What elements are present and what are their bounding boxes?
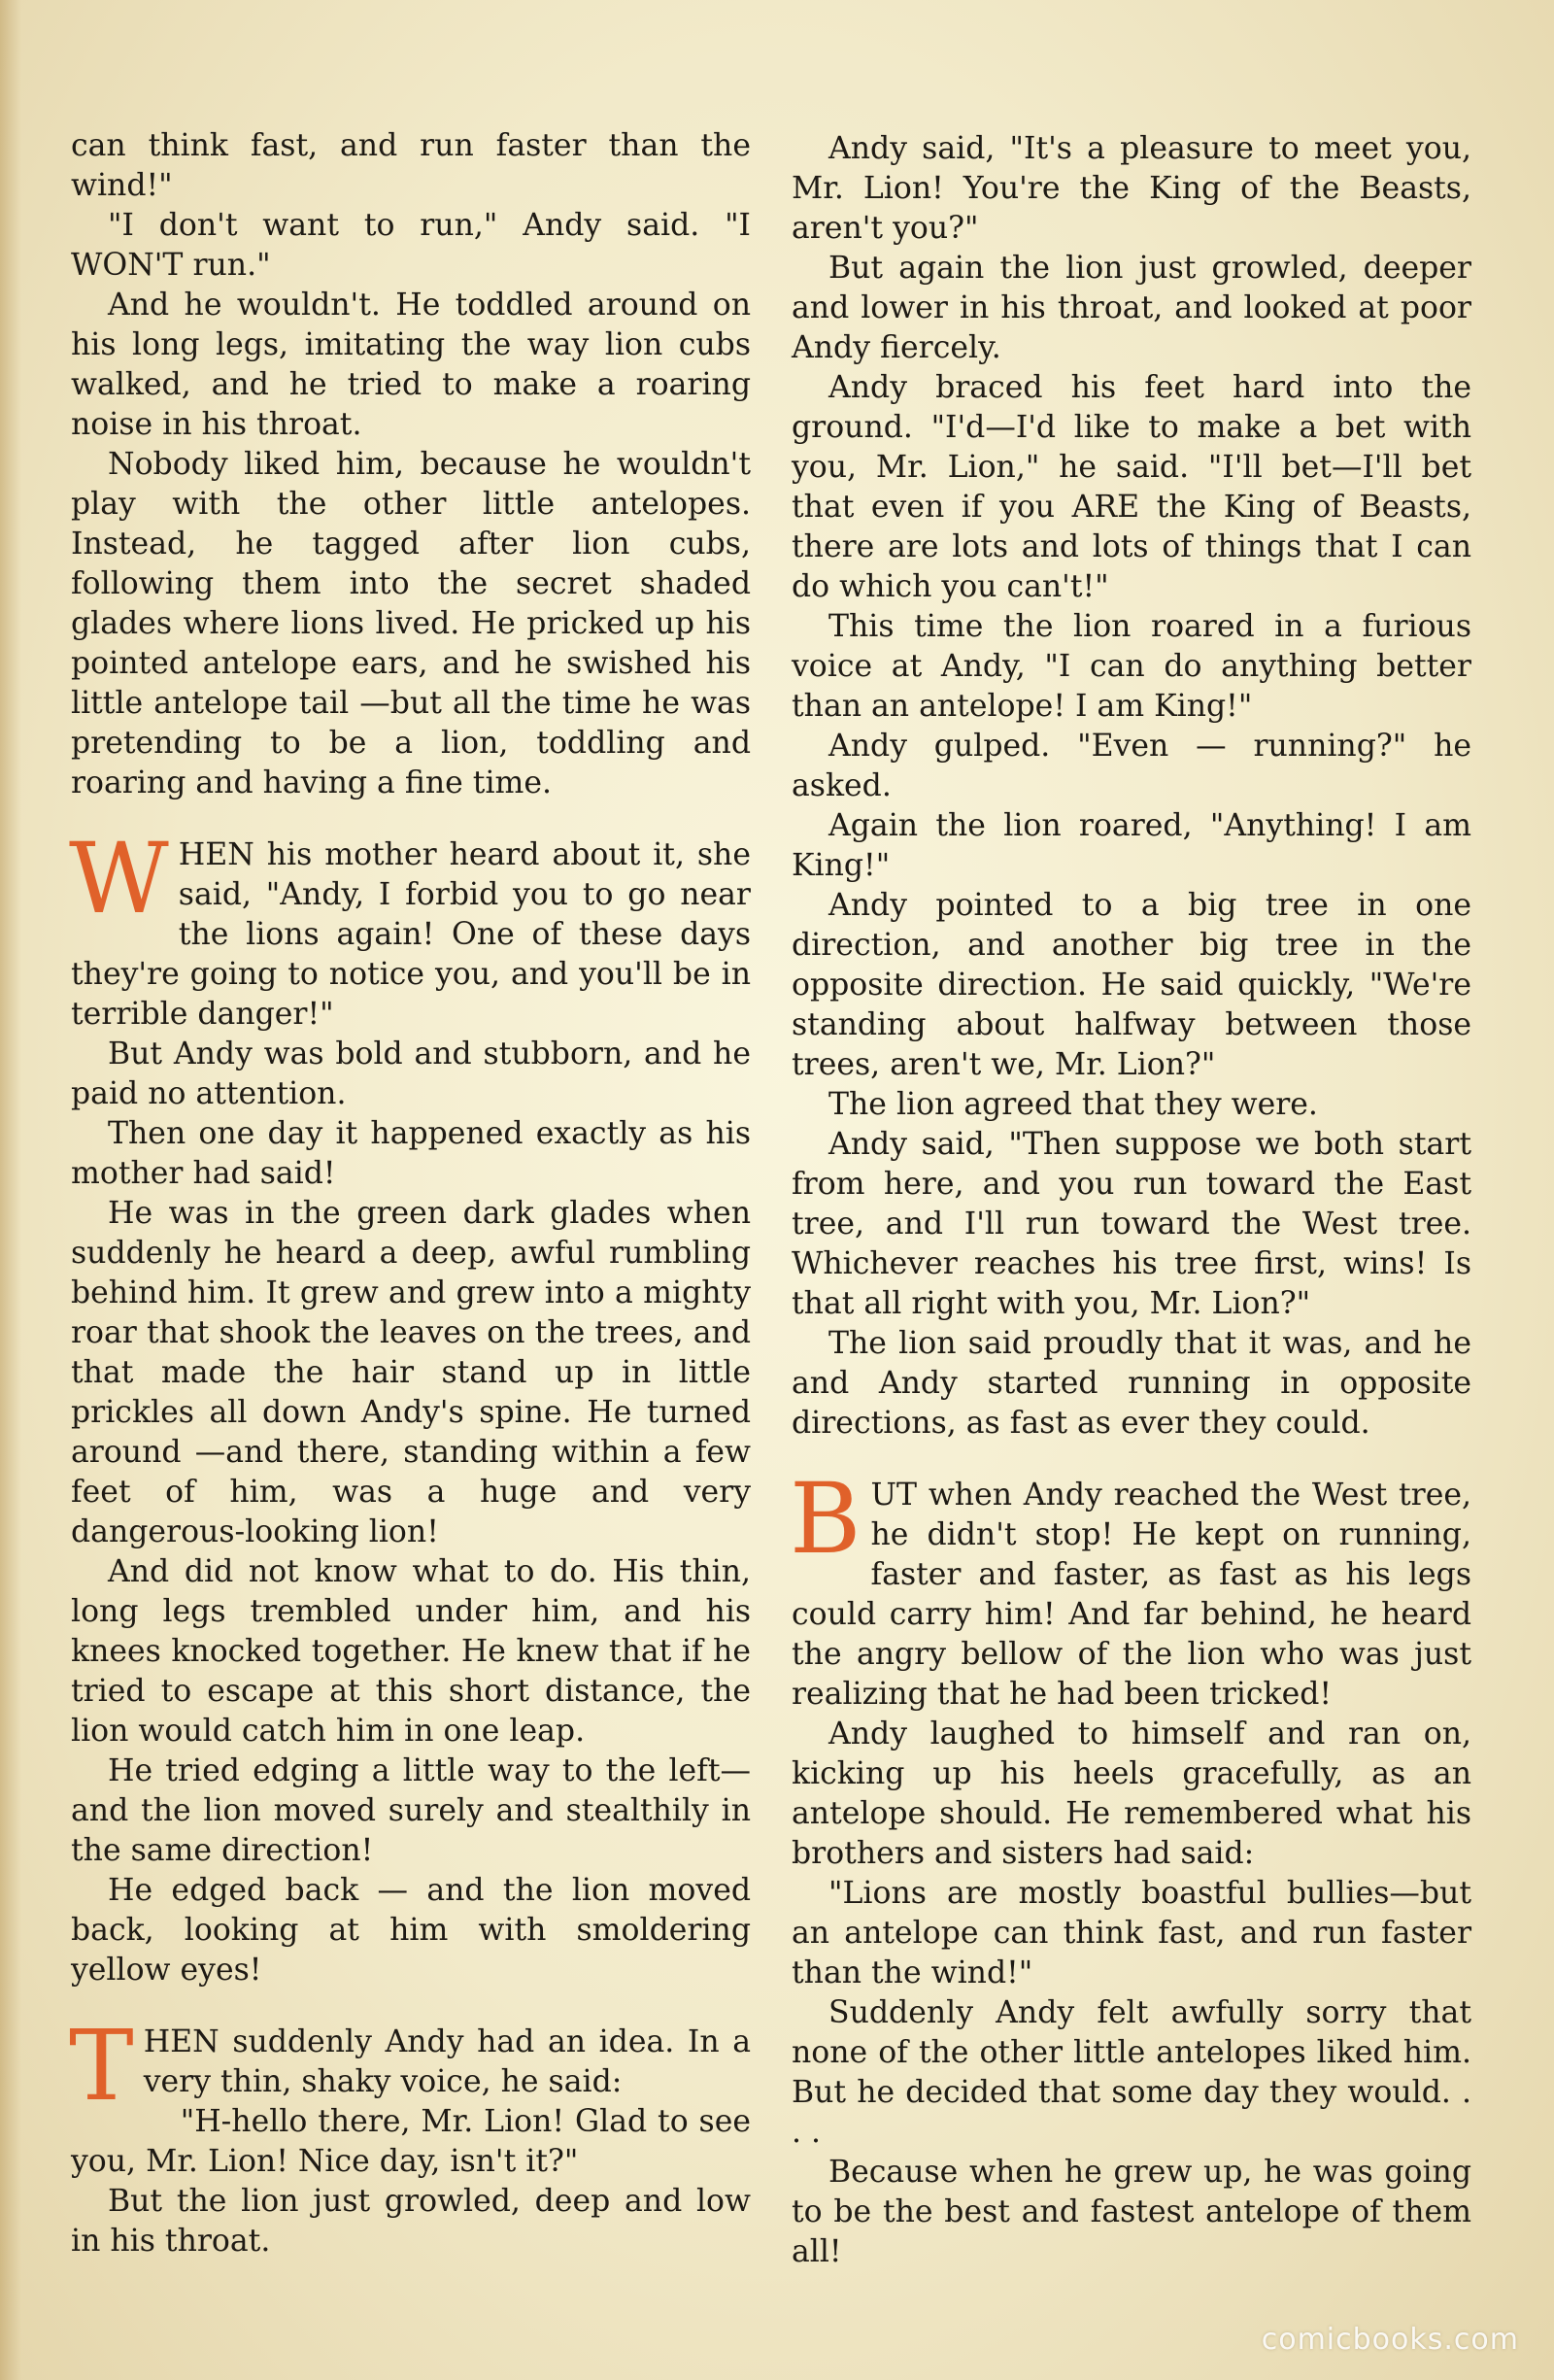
paragraph-text: UT when Andy reached the West tree, he didn't stop! He kept on running, faster and faster, as fast as his legs could carry him! And far behind, he heard the angry bellow of the lion who was just realizing that he had been tricked!	[792, 1478, 1471, 1712]
paragraph: He tried edging a little way to the left— and the lion moved surely and stealthily in the same direction!	[71, 1753, 751, 1868]
paragraph: Andy said, "Then suppose we both start from here, and you run toward the East tree, and I'll run toward the West tree. Whichever reaches his tree first, wins! Is that all right with you, Mr. Lion?"	[792, 1127, 1471, 1321]
paragraph: Andy gulped. "Even — running?" he asked.	[792, 729, 1471, 803]
paragraph: Andy pointed to a big tree in one direction, and another big tree in the opposite direction. He said quickly, "We're standing about halfway between those trees, aren't we, Mr. Lion?"	[792, 888, 1471, 1082]
paragraph: "I don't want to run," Andy said. "I WON'T run."	[71, 208, 751, 283]
paragraph: Suddenly Andy felt awfully sorry that none of the other little antelopes liked him. But he decided that some day they would. . . .	[792, 1995, 1471, 2150]
paragraph-text: HEN his mother heard about it, she said, "Andy, I forbid you to go near the lions again! One of these days they're going to notice you, and you'll be in terrible danger!"	[71, 837, 751, 1032]
paragraph: This time the lion roared in a furious voice at Andy, "I can do anything better than an antelope! I am King!"	[792, 609, 1471, 724]
drop-cap: T	[69, 2009, 134, 2123]
paragraph: Andy braced his feet hard into the ground. "I'd—I'd like to make a bet with you, Mr. Lion," he said. "I'll bet—I'll bet that even if you ARE the King of Beasts, there are lots and lots of things that I can do which you can't!"	[792, 370, 1471, 604]
paragraph: He was in the green dark glades when suddenly he heard a deep, awful rumbling behind him. It grew and grew into a mighty roar that shook the leaves on the trees, and that made the hair stand up in little prickles all down Andy's spine. He turned around —and there, standing within a few feet of him, was a huge and very dangerous-looking lion!	[71, 1196, 751, 1549]
paragraph: The lion agreed that they were.	[828, 1087, 1318, 1122]
paragraph: Andy said, "It's a pleasure to meet you, Mr. Lion! You're the King of the Beasts, aren't you?"	[792, 131, 1471, 246]
page-edge-shadow	[0, 0, 21, 2380]
drop-cap: W	[69, 822, 169, 935]
drop-cap: B	[790, 1462, 861, 1576]
paragraph: Nobody liked him, because he wouldn't play with the other little antelopes. Instead, he tagged after lion cubs, following them into the secret shaded glades where lions lived. He pricked up his pointed antelope ears, and he swished his little antelope tail —but all the time he was pretending to be a lion, toddling and roaring and having a fine time.	[71, 447, 751, 800]
site-watermark: comicbooks.com	[1261, 2323, 1519, 2357]
right-column	[792, 129, 1471, 2272]
left-column	[71, 126, 751, 2261]
paragraph: "H-hello there, Mr. Lion! Glad to see you, Mr. Lion! Nice day, isn't it?"	[71, 2104, 751, 2179]
section-paragraph	[790, 1462, 1471, 1715]
section-paragraph	[69, 822, 751, 1035]
paragraph: And did not know what to do. His thin, long legs trembled under him, and his knees knocked together. He knew that if he tried to escape at this short distance, the lion would catch him in one leap.	[71, 1554, 751, 1749]
paragraph: Then one day it happened exactly as his mother had said!	[71, 1116, 751, 1191]
paragraph: But the lion just growled, deep and low in his throat.	[71, 2184, 751, 2259]
paragraph: "Lions are mostly boastful bullies—but an antelope can think fast, and run faster than the wind!"	[792, 1876, 1471, 1990]
paragraph: Again the lion roared, "Anything! I am King!"	[792, 808, 1471, 883]
paragraph: Because when he grew up, he was going to be the best and fastest antelope of them all!	[792, 2155, 1471, 2269]
paragraph: But again the lion just growled, deeper and lower in his throat, and looked at poor Andy fiercely.	[792, 251, 1471, 365]
section-paragraph	[69, 2009, 751, 2123]
paragraph: The lion said proudly that it was, and he and Andy started running in opposite directions, as fast as ever they could.	[792, 1326, 1471, 1441]
paragraph: He edged back — and the lion moved back, looking at him with smoldering yellow eyes!	[71, 1873, 751, 1988]
paragraph: But Andy was bold and stubborn, and he paid no attention.	[71, 1037, 751, 1111]
paragraph: And he wouldn't. He toddled around on his long legs, imitating the way lion cubs walked, and he tried to make a roaring noise in his throat.	[71, 288, 751, 442]
paragraph-text: HEN suddenly Andy had an idea. In a very thin, shaky voice, he said:	[143, 2024, 751, 2099]
paragraph: can think fast, and run faster than the wind!"	[71, 128, 751, 203]
paragraph: Andy laughed to himself and ran on, kicking up his heels gracefully, as an antelope should. He remembered what his brothers and sisters had said:	[792, 1717, 1471, 1871]
